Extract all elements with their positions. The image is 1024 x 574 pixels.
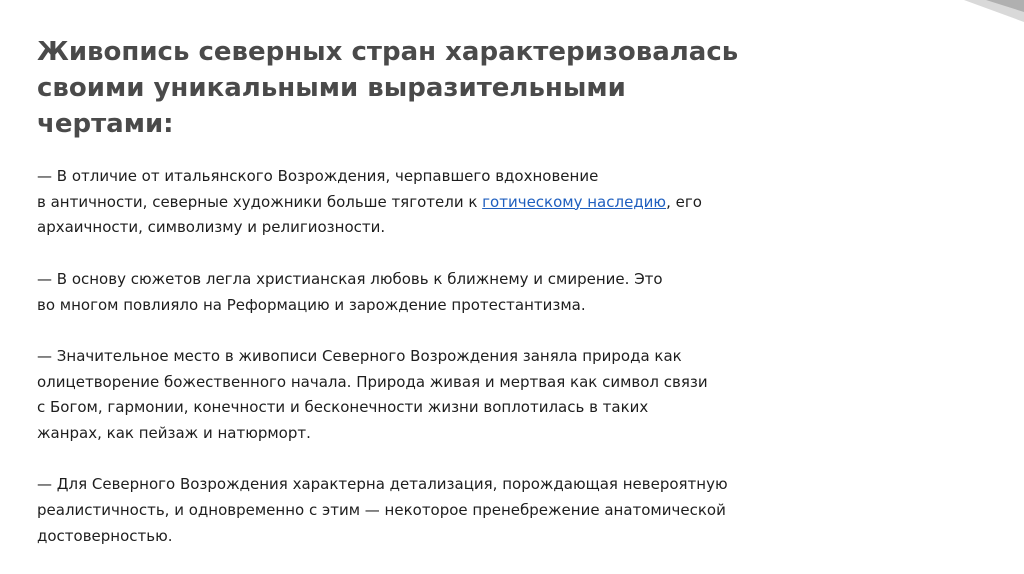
body-line: — Для Северного Возрождения характерна детализация, порождающая невероятную xyxy=(37,475,728,494)
paragraph-nature xyxy=(37,344,797,447)
title-line: Живопись северных стран характеризовалась xyxy=(37,37,739,67)
body-line: — Значительное место в живописи Северного Возрождения заняла природа как xyxy=(37,346,682,365)
body-line: жанрах, как пейзаж и натюрморт. xyxy=(37,424,311,442)
body-line: реалистичность, и одновременно с этим — некоторое пренебрежение анатомической xyxy=(37,501,726,520)
body-line: архаичности, символизму и религиозности. xyxy=(37,218,386,237)
body-line: с Богом, гармонии, конечности и бесконечности жизни воплотилась в таких xyxy=(37,398,649,417)
link-following-text: , его xyxy=(666,192,702,211)
slide-title xyxy=(37,34,797,142)
body-line: — В основу сюжетов легла христианская любовь к ближнему и смирение. Это xyxy=(37,269,663,288)
gothic-heritage-link[interactable]: готическому наследию xyxy=(482,192,667,211)
corner-decoration xyxy=(964,0,1024,22)
title-line: чертами: xyxy=(37,109,174,139)
paragraph-detailing xyxy=(37,472,797,549)
body-line-with-link xyxy=(37,190,797,216)
body-line: — В отличие от итальянского Возрождения, черпавшего вдохновение xyxy=(37,167,599,185)
paragraph-christian-love xyxy=(37,267,797,318)
body-line: олицетворение божественного начала. Природа живая и мертвая как символ связи xyxy=(37,372,708,391)
title-line: своими уникальными выразительными xyxy=(37,73,626,103)
link-preceding-text: в античности, северные художники больше тяготели к xyxy=(37,192,483,211)
slide-body xyxy=(37,164,797,574)
body-line: во многом повлияло на Реформацию и зарождение протестантизма. xyxy=(37,295,586,314)
paragraph-gothic-heritage xyxy=(37,164,797,241)
body-line: достоверностью. xyxy=(37,526,173,545)
